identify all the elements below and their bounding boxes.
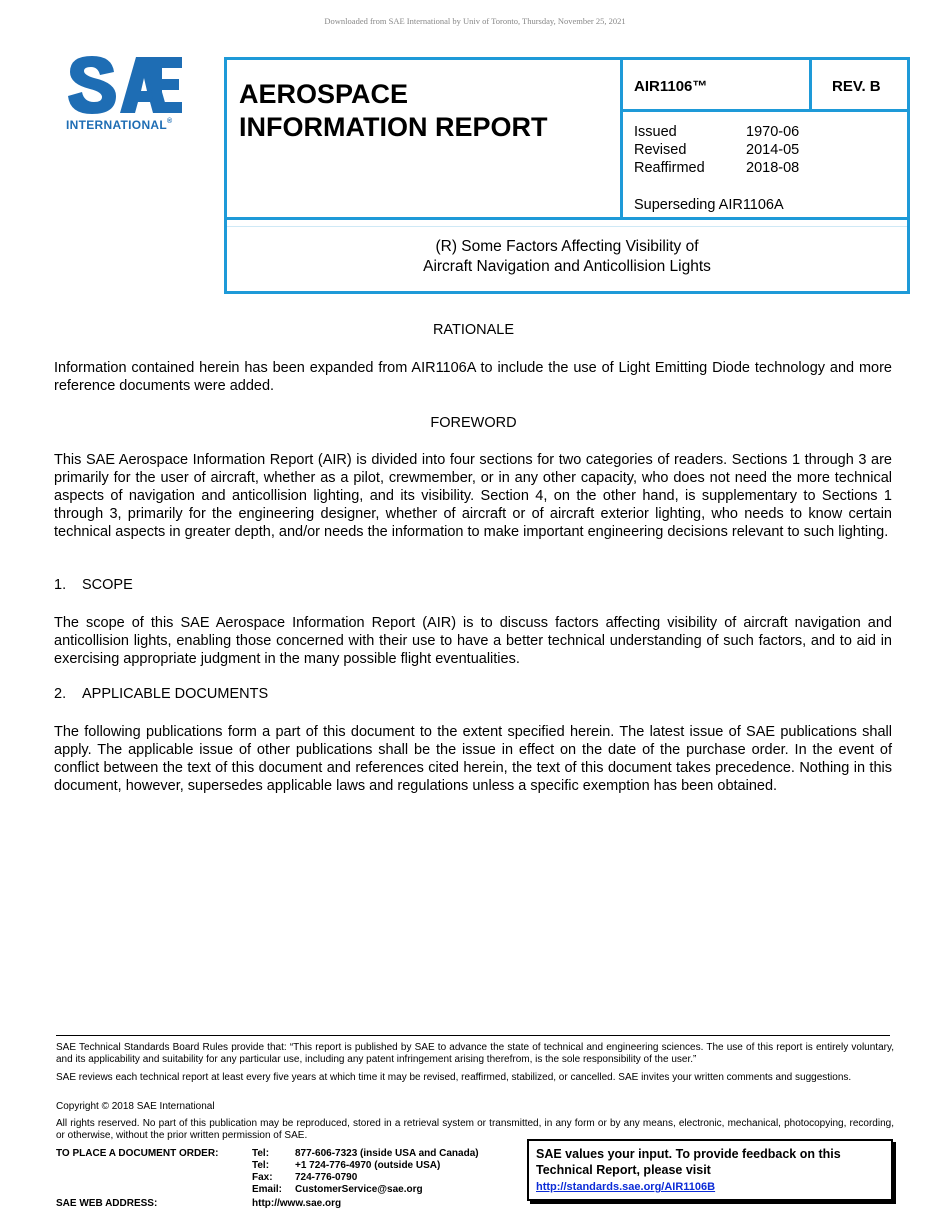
date-table	[634, 123, 799, 177]
date-row-issued: Issued 1970-06	[634, 124, 800, 140]
web-address-link[interactable]: http://www.sae.org	[252, 1198, 342, 1209]
order-label: TO PLACE A DOCUMENT ORDER:	[56, 1148, 219, 1159]
contact-list	[252, 1148, 479, 1196]
section-2-heading: 2. APPLICABLE DOCUMENTS	[54, 686, 269, 702]
rationale-heading: RATIONALE	[432, 322, 515, 338]
feedback-link[interactable]: http://standards.sae.org/AIR1106B	[536, 1181, 716, 1193]
feedback-text: SAE values your input. To provide feedback on this Technical Report, please visit	[536, 1147, 841, 1177]
document-title: (R) Some Factors Affecting Visibility of Aircraft Navigation and Anticollision Lights	[423, 238, 711, 275]
rationale-text: Information contained herein has been expanded from AIR1106A to include the use of Light Emitting Diode technology and more reference documents were added.	[54, 360, 892, 394]
copyright: Copyright © 2018 SAE International	[56, 1101, 215, 1112]
logo-subtitle: INTERNATIONAL®	[66, 118, 173, 132]
section-1-text: The scope of this SAE Aerospace Information Report (AIR) is to discuss factors affecting visibility of aircraft navigation and anticollision lights, enabling those concerned with their use to have a better technical understanding of such factors, and to aid in exercising appropriate judgment in the many possible flight eventualities.	[54, 615, 892, 667]
contact-tel-intl: Tel: +1 724-776-4970 (outside USA)	[252, 1160, 441, 1171]
document-number: AIR1106™	[634, 78, 708, 95]
header-box	[224, 57, 910, 294]
download-note: Downloaded from SAE International by Univ of Toronto, Thursday, November 25, 2021	[324, 16, 626, 26]
contact-email[interactable]: Email: CustomerService@sae.org	[252, 1184, 423, 1195]
review-notice: SAE reviews each technical report at least every five years at which time it may be revised, reaffirmed, stabilized, or cancelled. SAE invites your written comments and suggestions.	[56, 1072, 852, 1083]
web-address-label: SAE WEB ADDRESS:	[56, 1198, 158, 1209]
feedback-box	[527, 1139, 893, 1201]
superseding-note: Superseding AIR1106A	[634, 197, 784, 213]
contact-tel-usa: Tel: 877-606-7323 (inside USA and Canada)	[252, 1148, 479, 1159]
foreword-text: This SAE Aerospace Information Report (AIR) is divided into four sections for two categories of readers. Sections 1 through 3 are primarily for the user of aircraft, whether as a pilot, crewmember, or in any other capacity, who does not need the more technical aspects of navigation and anticollision lighting, and its visibility. Section 4, on the other hand, is supplementary to Sections 1 through 3, primarily for the engineering designer, whether of aircraft or of aircraft exterior lighting, who needs to know certain technical aspects in greater depth, and/or needs the information to make important engineering decisions relevant to such lighting.	[54, 452, 892, 540]
date-row-reaffirmed: Reaffirmed 2018-08	[634, 160, 800, 176]
section-2-text: The following publications form a part of this document to the extent specified herein. The latest issue of SAE publications shall apply. The applicable issue of other publications shall be the issue in effect on the date of the purchase order. In the event of conflict between the text of this document and references cited herein, the text of this document takes precedence. Nothing in this document, however, supersedes applicable laws and regulations unless a specific exemption has been obtained.	[54, 724, 892, 794]
footer-divider	[56, 1035, 890, 1036]
contact-fax: Fax: 724-776-0790	[252, 1172, 358, 1183]
section-1-heading: 1. SCOPE	[54, 577, 133, 593]
foreword-heading: FOREWORD	[430, 415, 517, 431]
rights-notice: All rights reserved. No part of this publication may be reproduced, stored in a retrieval system or transmitted, in any form or by any means, electronic, mechanical, photocopying, recording, or otherwise, without the prior written permission of SAE.	[56, 1118, 894, 1141]
date-row-revised: Revised 2014-05	[634, 142, 800, 158]
rules-notice: SAE Technical Standards Board Rules provide that: “This report is published by SAE to advance the state of technical and engineering sciences. The use of this report is entirely voluntary, and its applicability and suitability for any particular use, including any patent infringement arising therefrom, is the sole responsibility of the user.”	[56, 1042, 894, 1065]
document-type-title: AEROSPACE INFORMATION REPORT	[239, 79, 548, 142]
revision-label: REV. B	[832, 78, 881, 95]
